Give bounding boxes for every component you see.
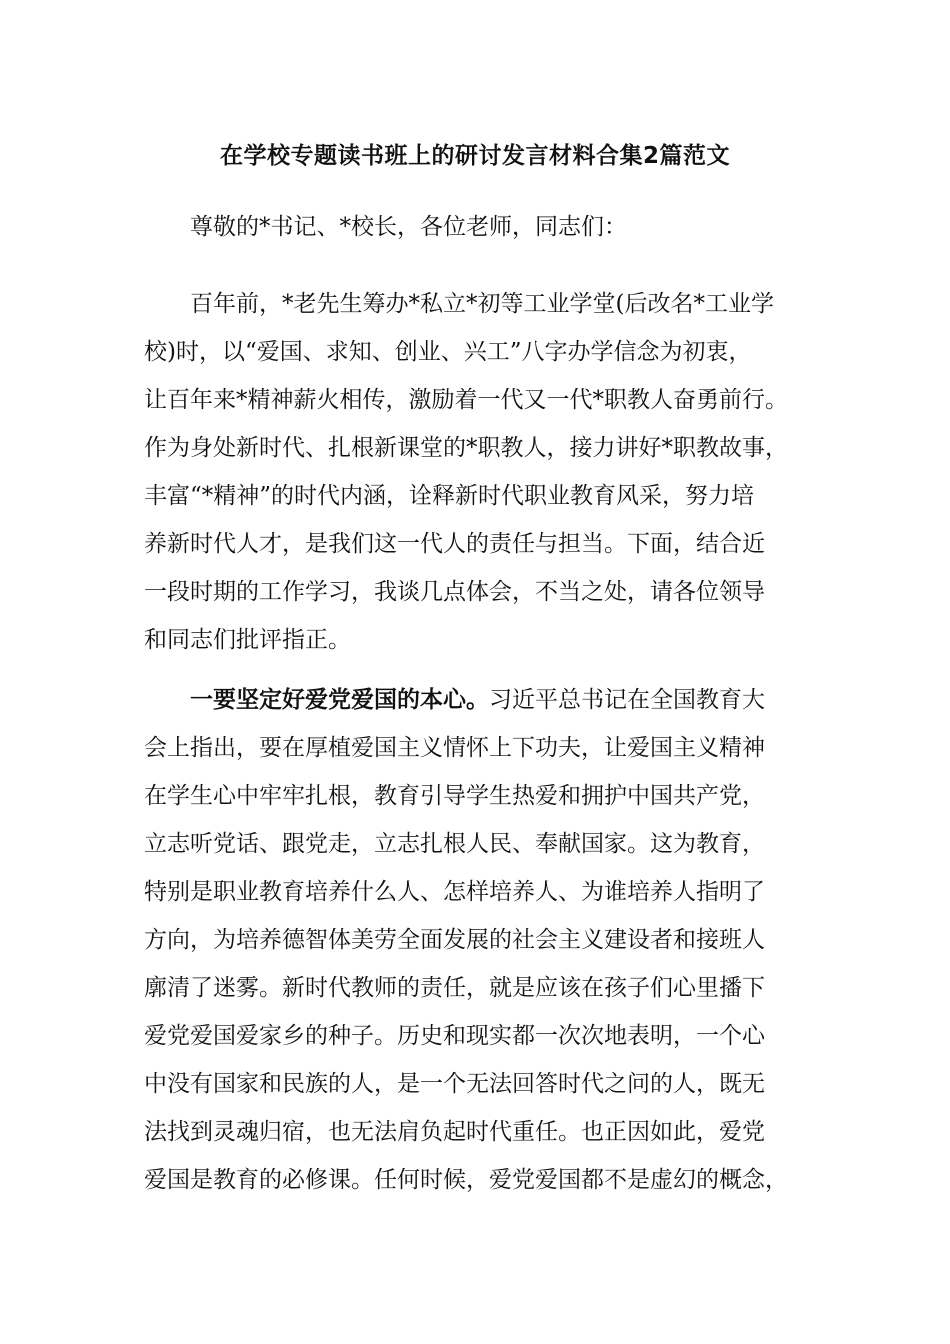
section1-line: 方向，为培养德智体美劳全面发展的社会主义建设者和接班人 [144, 927, 765, 953]
section1-first-line-text: 习近平总书记在全国教育大 [489, 687, 765, 713]
section1-line: 法找到灵魂归宿，也无法肩负起时代重任。也正因如此，爱党 [144, 1119, 765, 1145]
section1-line: 会上指出，要在厚植爱国主义情怀上下功夫，让爱国主义精神 [144, 735, 765, 761]
section1-lead: 一要坚定好爱党爱国的本心。 [190, 687, 489, 713]
intro-line: 校)时，以“爱国、求知、创业、兴工”八字办学信念为初衷， [144, 339, 752, 365]
salutation: 尊敬的*书记、*校长，各位老师，同志们： [190, 214, 627, 240]
document-title: 在学校专题读书班上的研讨发言材料合集2篇范文 [219, 143, 730, 169]
intro-line: 和同志们批评指正。 [144, 627, 351, 653]
section1-line: 爱国是教育的必修课。任何时候，爱党爱国都不是虚幻的概念， [144, 1167, 788, 1193]
intro-line: 让百年来*精神薪火相传，激励着一代又一代*职教人奋勇前行。 [144, 387, 788, 413]
section1-line: 立志听党话、跟党走，立志扎根人民、奉献国家。这为教育， [144, 831, 765, 857]
intro-line: 一段时期的工作学习，我谈几点体会，不当之处，请各位领导 [144, 579, 765, 605]
section1-line: 在学生心中牢牢扎根，教育引导学生热爱和拥护中国共产党， [144, 783, 765, 809]
intro-line: 丰富“*精神”的时代内涵，诠释新时代职业教育风采，努力培 [144, 483, 755, 509]
intro-line: 作为身处新时代、扎根新课堂的*职教人，接力讲好*职教故事， [144, 435, 788, 461]
section1-first-line [190, 684, 765, 716]
section1-line: 廓清了迷雾。新时代教师的责任，就是应该在孩子们心里播下 [144, 975, 765, 1001]
intro-line: 百年前，*老先生筹办*私立*初等工业学堂(后改名*工业学 [190, 291, 774, 317]
section1-line: 中没有国家和民族的人，是一个无法回答时代之问的人，既无 [144, 1071, 765, 1097]
intro-line: 养新时代人才，是我们这一代人的责任与担当。下面，结合近 [144, 531, 765, 557]
section1-line: 特别是职业教育培养什么人、怎样培养人、为谁培养人指明了 [144, 879, 765, 905]
section1-line: 爱党爱国爱家乡的种子。历史和现实都一次次地表明，一个心 [144, 1023, 765, 1049]
